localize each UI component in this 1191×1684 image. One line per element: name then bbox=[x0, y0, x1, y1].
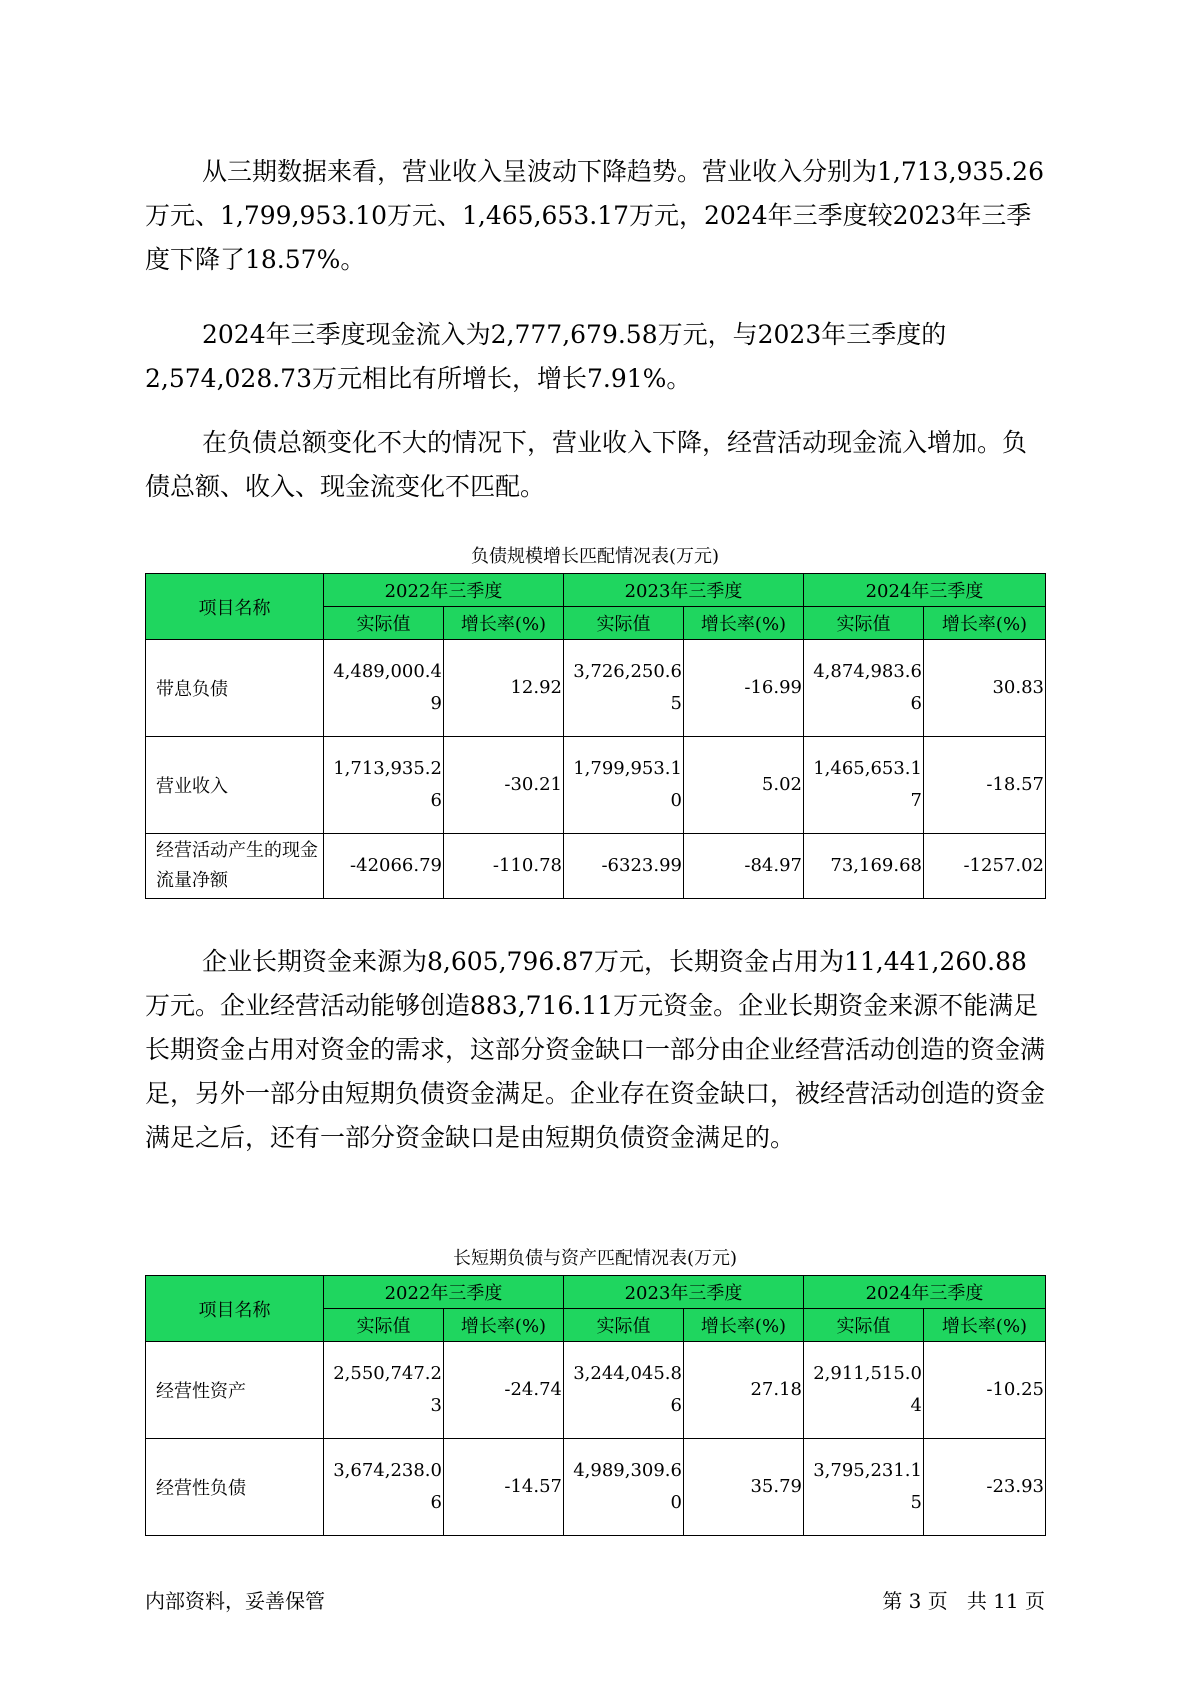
cell-value: 4,874,983.66 bbox=[804, 640, 924, 737]
header-growth: 增长率(%) bbox=[924, 1309, 1046, 1342]
cell-value: 2,550,747.23 bbox=[324, 1342, 444, 1439]
cell-growth: 35.79 bbox=[684, 1439, 804, 1536]
row-name: 经营活动产生的现金流量净额 bbox=[146, 834, 324, 899]
header-period-2022: 2022年三季度 bbox=[324, 1276, 564, 1309]
table-row bbox=[146, 640, 1046, 737]
cell-value: 1,713,935.26 bbox=[324, 737, 444, 834]
paragraph-mismatch: 在负债总额变化不大的情况下，营业收入下降，经营活动现金流入增加。负债总额、收入、现金流变化不匹配。 bbox=[145, 428, 1028, 501]
header-actual: 实际值 bbox=[324, 607, 444, 640]
cell-growth: -14.57 bbox=[444, 1439, 564, 1536]
table-row bbox=[146, 834, 1046, 899]
cell-growth: -10.25 bbox=[924, 1342, 1046, 1439]
header-period-2024: 2024年三季度 bbox=[804, 1276, 1046, 1309]
header-growth: 增长率(%) bbox=[684, 607, 804, 640]
cell-value: 73,169.68 bbox=[804, 834, 924, 899]
cell-growth: -18.57 bbox=[924, 737, 1046, 834]
table-row bbox=[146, 1439, 1046, 1536]
cell-growth: -23.93 bbox=[924, 1439, 1046, 1536]
cell-value: 3,244,045.86 bbox=[564, 1342, 684, 1439]
cell-value: -6323.99 bbox=[564, 834, 684, 899]
cell-value: 1,465,653.17 bbox=[804, 737, 924, 834]
cell-growth: -30.21 bbox=[444, 737, 564, 834]
cell-value: 1,799,953.10 bbox=[564, 737, 684, 834]
cell-value: 3,726,250.65 bbox=[564, 640, 684, 737]
row-name: 营业收入 bbox=[146, 737, 324, 834]
header-growth: 增长率(%) bbox=[444, 1309, 564, 1342]
header-growth: 增长率(%) bbox=[684, 1309, 804, 1342]
debt-scale-table bbox=[145, 573, 1046, 899]
cell-value: 3,795,231.15 bbox=[804, 1439, 924, 1536]
header-period-2023: 2023年三季度 bbox=[564, 1276, 804, 1309]
cell-growth: -84.97 bbox=[684, 834, 804, 899]
header-actual: 实际值 bbox=[324, 1309, 444, 1342]
header-actual: 实际值 bbox=[564, 1309, 684, 1342]
cell-value: 4,489,000.49 bbox=[324, 640, 444, 737]
header-actual: 实际值 bbox=[804, 1309, 924, 1342]
table1-caption: 负债规模增长匹配情况表(万元) bbox=[470, 546, 720, 567]
cell-growth: -110.78 bbox=[444, 834, 564, 899]
header-growth: 增长率(%) bbox=[924, 607, 1046, 640]
row-name: 经营性资产 bbox=[146, 1342, 324, 1439]
asset-liability-match-table bbox=[145, 1275, 1046, 1536]
row-name: 带息负债 bbox=[146, 640, 324, 737]
header-period-2024: 2024年三季度 bbox=[804, 574, 1046, 607]
footer-page-number: 第 3 页 共 11 页 bbox=[882, 1589, 1045, 1613]
cell-growth: -1257.02 bbox=[924, 834, 1046, 899]
footer-confidential-note: 内部资料，妥善保管 bbox=[145, 1589, 325, 1613]
header-item-name: 项目名称 bbox=[146, 1276, 324, 1342]
cell-growth: 5.02 bbox=[684, 737, 804, 834]
header-actual: 实际值 bbox=[564, 607, 684, 640]
cell-growth: 12.92 bbox=[444, 640, 564, 737]
cell-value: -42066.79 bbox=[324, 834, 444, 899]
header-period-2022: 2022年三季度 bbox=[324, 574, 564, 607]
paragraph-cash-inflow: 2024年三季度现金流入为2,777,679.58万元，与2023年三季度的2,574,028.73万元相比有所增长，增长7.91%。 bbox=[145, 320, 947, 393]
header-item-name: 项目名称 bbox=[146, 574, 324, 640]
cell-value: 2,911,515.04 bbox=[804, 1342, 924, 1439]
table-row bbox=[146, 1342, 1046, 1439]
cell-value: 4,989,309.60 bbox=[564, 1439, 684, 1536]
paragraph-long-term-funds: 企业长期资金来源为8,605,796.87万元，长期资金占用为11,441,260.88万元。企业经营活动能够创造883,716.11万元资金。企业长期资金来源不能满足长期资金占用对资金的需求，这部分资金缺口一部分由企业经营活动创造的资金满足，另外一部分由短期负债资金满足。企业存在资金缺口，被经营活动创造的资金满足之后，还有一部分资金缺口是由短期负债资金满足的。 bbox=[145, 947, 1046, 1152]
cell-growth: 30.83 bbox=[924, 640, 1046, 737]
cell-value: 3,674,238.06 bbox=[324, 1439, 444, 1536]
header-growth: 增长率(%) bbox=[444, 607, 564, 640]
cell-growth: -16.99 bbox=[684, 640, 804, 737]
paragraph-revenue-trend: 从三期数据来看，营业收入呈波动下降趋势。营业收入分别为1,713,935.26万元、1,799,953.10万元、1,465,653.17万元，2024年三季度较2023年三季度下降了18.57%。 bbox=[145, 157, 1044, 274]
table2-caption: 长短期负债与资产匹配情况表(万元) bbox=[452, 1248, 738, 1269]
header-actual: 实际值 bbox=[804, 607, 924, 640]
cell-growth: -24.74 bbox=[444, 1342, 564, 1439]
table-row bbox=[146, 737, 1046, 834]
row-name: 经营性负债 bbox=[146, 1439, 324, 1536]
header-period-2023: 2023年三季度 bbox=[564, 574, 804, 607]
cell-growth: 27.18 bbox=[684, 1342, 804, 1439]
